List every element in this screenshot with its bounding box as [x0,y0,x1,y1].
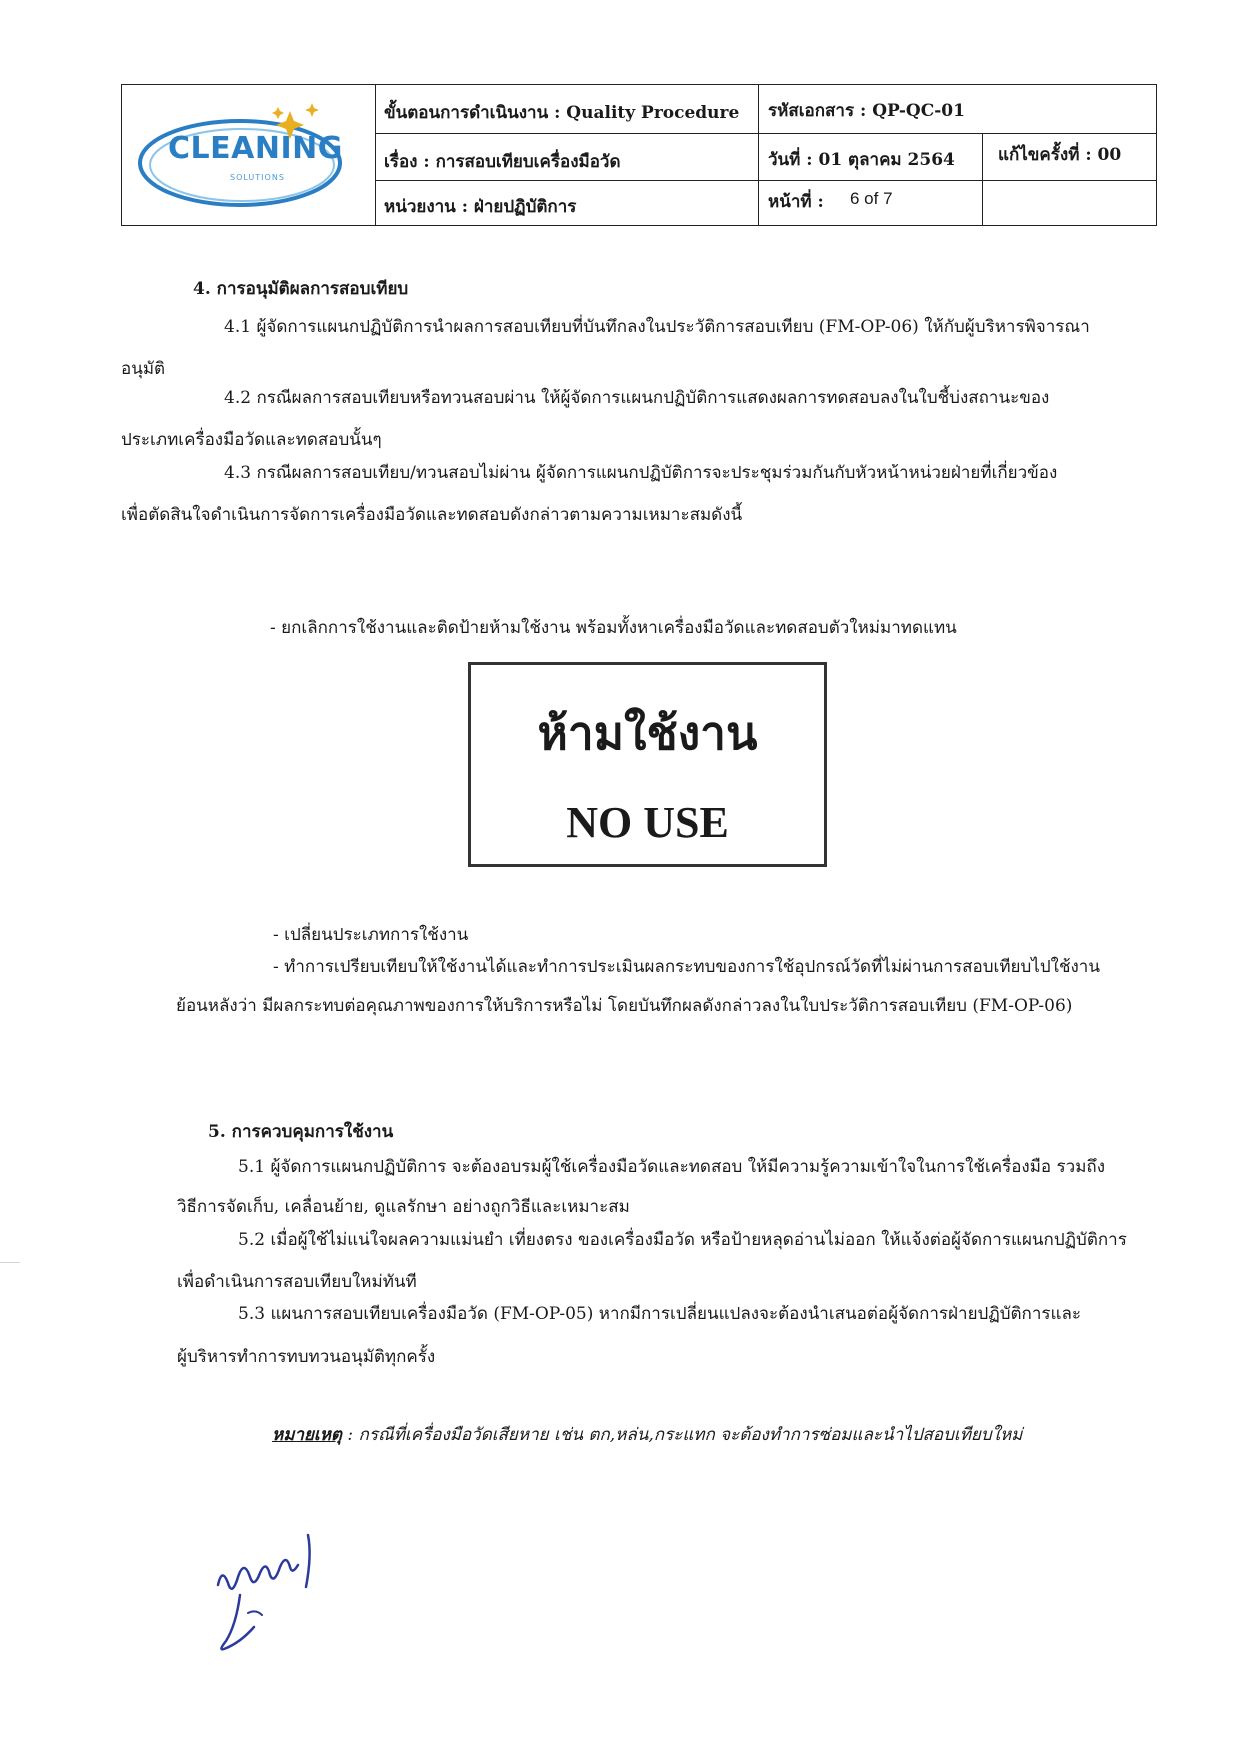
paragraph-5-1-cont: วิธีการจัดเก็บ, เคลื่อนย้าย, ดูแลรักษา อย่างถูกวิธีและเหมาะสม [177,1197,630,1217]
document-header-table [121,84,1157,226]
no-use-sign-english: NO USE [566,798,729,847]
cleaning-solutions-logo [130,99,360,217]
paragraph-4-3: 4.3 กรณีผลการสอบเทียบ/ทวนสอบไม่ผ่าน ผู้จัดการแผนกปฏิบัติการจะประชุมร่วมกันกับหัวหน้าหน่วยฝ่ายที่เกี่ยวข้อง [224,463,1058,483]
paragraph-4-1: 4.1 ผู้จัดการแผนกปฏิบัติการนำผลการสอบเทียบที่บันทึกลงในประวัติการสอบเทียบ (FM-OP-06) ให้กับผู้บริหารพิจารณา [224,317,1090,337]
remark-text: : กรณีที่เครื่องมือวัดเสียหาย เช่น ตก,หล่น,กระแทก จะต้องทำการซ่อมและนำไปสอบเทียบใหม่ [341,1425,1023,1445]
paragraph-4-3-cont: เพื่อตัดสินใจดำเนินการจัดการเครื่องมือวัดและทดสอบดังกล่าวตามความเหมาะสมดังนี้ [121,505,743,525]
remark [272,1421,1022,1448]
paragraph-5-1: 5.1 ผู้จัดการแผนกปฏิบัติการ จะต้องอบรมผู้ใช้เครื่องมือวัดและทดสอบ ให้มีความรู้ความเข้าใจในการใช้เครื่องมือ รวมถึง [238,1157,1106,1177]
issue-date: วันที่ : 01 ตุลาคม 2564 [768,150,955,170]
section-4-title: 4. การอนุมัติผลการสอบเทียบ [193,279,409,299]
paragraph-4-1-cont: อนุมัติ [121,359,166,379]
no-use-sign [468,662,827,867]
section-5-title: 5. การควบคุมการใช้งาน [208,1122,394,1142]
revision-number: แก้ไขครั้งที่ : 00 [998,145,1122,165]
page-label: หน้าที่ : [768,192,824,212]
signature [200,1525,340,1659]
no-use-sign-thai: ห้ามใช้งาน [537,706,758,760]
subject-title: เรื่อง : การสอบเทียบเครื่องมือวัด [384,152,621,172]
procedure-label: ขั้นตอนการดำเนินงาน : Quality Procedure [384,103,740,123]
scan-edge-mark [0,1262,20,1263]
option-compare-evaluate-cont: ย้อนหลังว่า มีผลกระทบต่อคุณภาพของการให้บริการหรือไม่ โดยบันทึกผลดังกล่าวลงในใบประวัติการสอบเทียบ (FM-OP-06) [176,996,1073,1016]
option-discontinue: - ยกเลิกการใช้งานและติดป้ายห้ามใช้งาน พร้อมทั้งหาเครื่องมือวัดและทดสอบตัวใหม่มาทดแทน [270,618,957,638]
paragraph-5-2: 5.2 เมื่อผู้ใช้ไม่แน่ใจผลความแม่นยำ เที่ยงตรง ของเครื่องมือวัด หรือป้ายหลุดอ่านไม่ออก ให้แจ้งต่อผู้จัดการแผนกปฏิบัติการ [238,1230,1127,1250]
page-number: 6 of 7 [850,189,893,208]
option-change-usage: - เปลี่ยนประเภทการใช้งาน [273,925,469,945]
paragraph-5-3-cont: ผู้บริหารทำการทบทวนอนุมัติทุกครั้ง [177,1347,436,1367]
paragraph-5-2-cont: เพื่อดำเนินการสอบเทียบใหม่ทันที [177,1272,417,1292]
remark-label: หมายเหตุ [272,1425,342,1445]
option-compare-evaluate: - ทำการเปรียบเทียบให้ใช้งานได้และทำการประเมินผลกระทบของการใช้อุปกรณ์วัดที่ไม่ผ่านการสอบเทียบไปใช้งาน [273,957,1100,977]
department: หน่วยงาน : ฝ่ายปฏิบัติการ [384,197,577,217]
paragraph-4-2-cont: ประเภทเครื่องมือวัดและทดสอบนั้นๆ [121,430,382,450]
logo-subtext: SOLUTIONS [230,173,285,182]
paragraph-4-2: 4.2 กรณีผลการสอบเทียบหรือทวนสอบผ่าน ให้ผู้จัดการแผนกปฏิบัติการแสดงผลการทดสอบลงในใบชี้บ่งสถานะของ [224,388,1050,408]
document-code: รหัสเอกสาร : QP-QC-01 [768,101,965,121]
logo-text: CLEANING [168,131,343,166]
paragraph-5-3: 5.3 แผนการสอบเทียบเครื่องมือวัด (FM-OP-05) หากมีการเปลี่ยนแปลงจะต้องนำเสนอต่อผู้จัดการฝ่ายปฏิบัติการและ [238,1304,1082,1324]
